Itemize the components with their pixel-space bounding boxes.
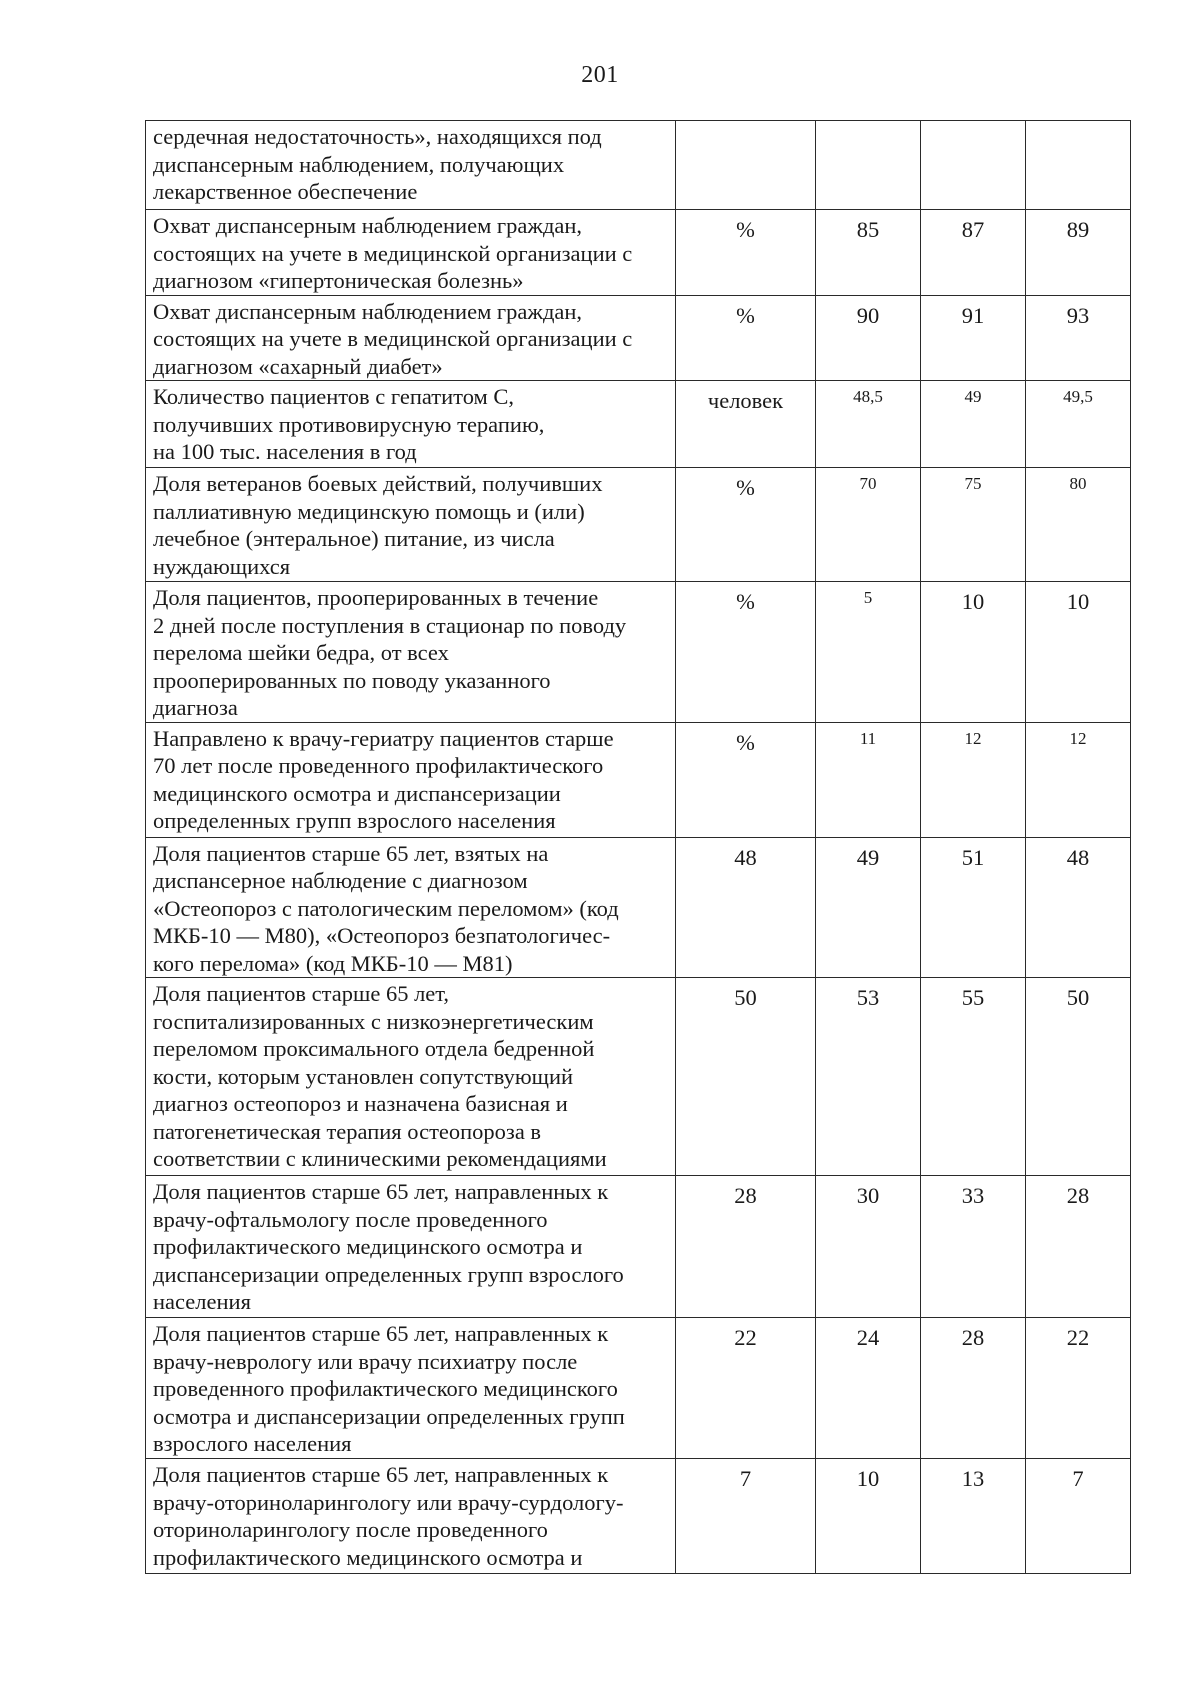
value-cell-2: 33 — [921, 1176, 1026, 1318]
table-row — [146, 722, 1131, 837]
value-cell-1: 53 — [816, 978, 921, 1176]
indicator-name: Доля пациентов старше 65 лет, госпитализированных с низкоэнергетическим переломом проксимального отдела бедренной кости, которым установлен сопутствующий диагноз остеопороз и назначена базисная и патогенетическая терапия остеопороза в соответствии с клиническими рекомендациями — [146, 978, 676, 1176]
table-row — [146, 1176, 1131, 1318]
table-row — [146, 295, 1131, 381]
value-cell-2: 75 — [921, 468, 1026, 582]
value-cell-2 — [921, 121, 1026, 210]
value-cell-3: 48 — [1026, 837, 1131, 978]
value-cell-2: 13 — [921, 1459, 1026, 1574]
value-cell-3: 89 — [1026, 210, 1131, 296]
indicator-name: Количество пациентов с гепатитом С, получивших противовирусную терапию, на 100 тыс. населения в год — [146, 381, 676, 468]
indicator-name: Доля пациентов старше 65 лет, направленных к врачу-оториноларингологу или врачу-сурдологу- оториноларингологу после проведенного профилактического медицинского осмотра и — [146, 1459, 676, 1574]
value-cell-1: 85 — [816, 210, 921, 296]
value-cell-2: 87 — [921, 210, 1026, 296]
table-row — [146, 1459, 1131, 1574]
value-cell-1: 5 — [816, 582, 921, 723]
value-cell-3: 12 — [1026, 722, 1131, 837]
indicator-name: Охват диспансерным наблюдением граждан, состоящих на учете в медицинской организации с диагнозом «сахарный диабет» — [146, 295, 676, 381]
value-cell-3: 28 — [1026, 1176, 1131, 1318]
unit-cell — [676, 121, 816, 210]
value-cell-1 — [816, 121, 921, 210]
indicator-name: Доля пациентов старше 65 лет, взятых на диспансерное наблюдение с диагнозом «Остеопороз с патологическим переломом» (код МКБ-10 — М80), «Остеопороз безпатологичес- кого перелома» (код МКБ-10 — М81) — [146, 837, 676, 978]
table-row — [146, 468, 1131, 582]
value-cell-2: 91 — [921, 295, 1026, 381]
indicator-name: Доля пациентов старше 65 лет, направленных к врачу-неврологу или врачу психиатру после проведенного профилактического медицинского осмотра и диспансеризации определенных групп взрослого населения — [146, 1318, 676, 1459]
indicator-name: Направлено к врачу-гериатру пациентов старше 70 лет после проведенного профилактического медицинского осмотра и диспансеризации определенных групп взрослого населения — [146, 722, 676, 837]
value-cell-1: 48,5 — [816, 381, 921, 468]
value-cell-3: 93 — [1026, 295, 1131, 381]
table-row — [146, 837, 1131, 978]
table-row — [146, 121, 1131, 210]
table-row — [146, 381, 1131, 468]
value-cell-1: 49 — [816, 837, 921, 978]
indicator-name: Доля ветеранов боевых действий, получивших паллиативную медицинскую помощь и (или) лечебное (энтеральное) питание, из числа нуждающихся — [146, 468, 676, 582]
value-cell-1: 11 — [816, 722, 921, 837]
value-cell-1: 30 — [816, 1176, 921, 1318]
value-cell-0: 28 — [676, 1176, 816, 1318]
unit-cell: % — [676, 582, 816, 723]
indicator-name: Доля пациентов, прооперированных в течение 2 дней после поступления в стационар по поводу перелома шейки бедра, от всех прооперированных по поводу указанного диагноза — [146, 582, 676, 723]
value-cell-2: 12 — [921, 722, 1026, 837]
value-cell-2: 51 — [921, 837, 1026, 978]
value-cell-0: 22 — [676, 1318, 816, 1459]
value-cell-1: 24 — [816, 1318, 921, 1459]
unit-cell: % — [676, 210, 816, 296]
value-cell-3: 7 — [1026, 1459, 1131, 1574]
value-cell-3: 50 — [1026, 978, 1131, 1176]
value-cell-3 — [1026, 121, 1131, 210]
value-cell-3: 22 — [1026, 1318, 1131, 1459]
unit-cell: % — [676, 722, 816, 837]
page-number: 201 — [581, 62, 619, 88]
table-row — [146, 978, 1131, 1176]
value-cell-3: 49,5 — [1026, 381, 1131, 468]
table-row — [146, 210, 1131, 296]
value-cell-2: 49 — [921, 381, 1026, 468]
unit-cell: % — [676, 468, 816, 582]
value-cell-0: 48 — [676, 837, 816, 978]
value-cell-3: 10 — [1026, 582, 1131, 723]
value-cell-0: 50 — [676, 978, 816, 1176]
indicator-name: Доля пациентов старше 65 лет, направленных к врачу-офтальмологу после проведенного профилактического медицинского осмотра и диспансеризации определенных групп взрослого населения — [146, 1176, 676, 1318]
value-cell-2: 28 — [921, 1318, 1026, 1459]
table-row — [146, 1318, 1131, 1459]
indicators-table — [145, 120, 1131, 1574]
indicator-name: сердечная недостаточность», находящихся под диспансерным наблюдением, получающих лекарственное обеспечение — [146, 121, 676, 210]
table-row — [146, 582, 1131, 723]
unit-cell: человек — [676, 381, 816, 468]
value-cell-1: 90 — [816, 295, 921, 381]
value-cell-0: 7 — [676, 1459, 816, 1574]
value-cell-2: 10 — [921, 582, 1026, 723]
value-cell-1: 10 — [816, 1459, 921, 1574]
unit-cell: % — [676, 295, 816, 381]
indicator-name: Охват диспансерным наблюдением граждан, состоящих на учете в медицинской организации с диагнозом «гипертоническая болезнь» — [146, 210, 676, 296]
value-cell-2: 55 — [921, 978, 1026, 1176]
value-cell-3: 80 — [1026, 468, 1131, 582]
value-cell-1: 70 — [816, 468, 921, 582]
